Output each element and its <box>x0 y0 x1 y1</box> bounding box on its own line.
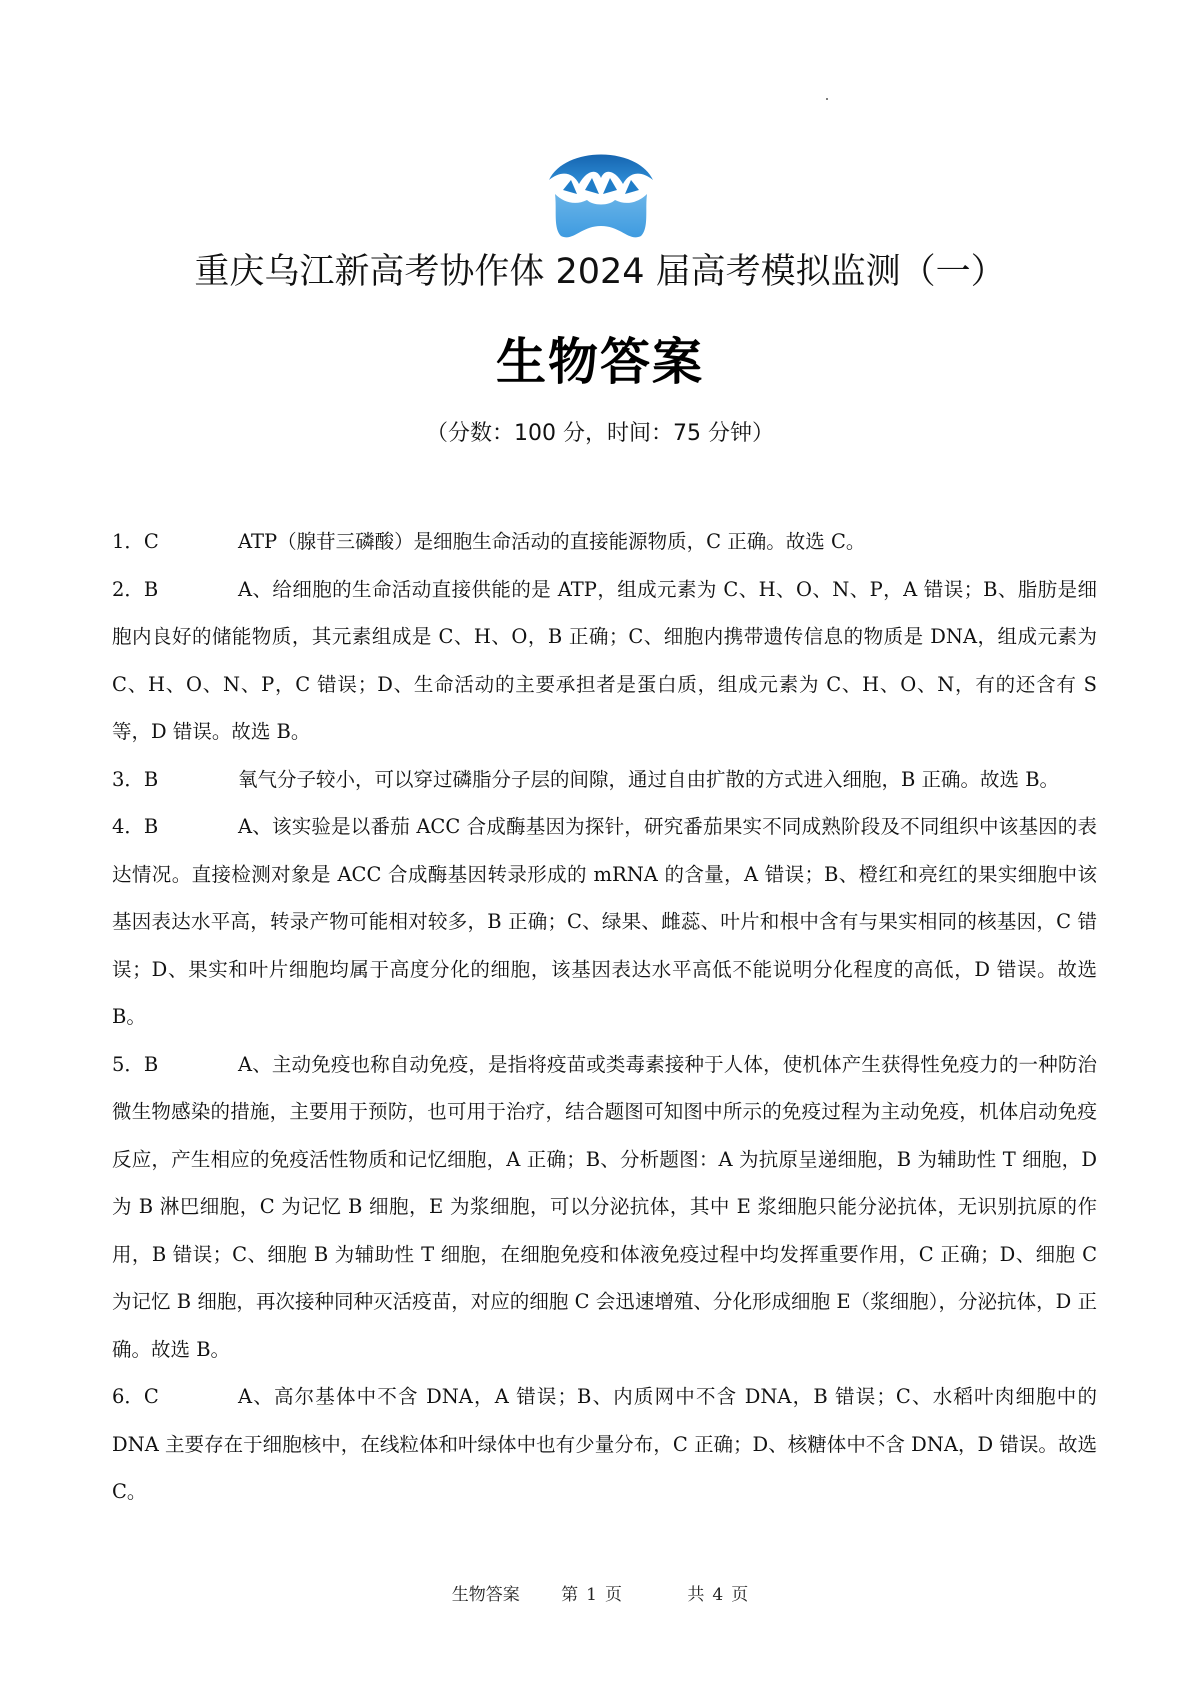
answer-item-1 <box>112 518 1097 566</box>
answer-item-3 <box>112 756 1097 804</box>
answer-item-6 <box>112 1373 1097 1516</box>
answer-number: 1．C <box>112 530 159 553</box>
footer-page-prefix: 第 <box>561 1585 579 1605</box>
answer-explanation: A、给细胞的生命活动直接供能的是 ATP，组成元素为 C、H、O、N、P，A 错误；B、脂肪是细胞内良好的储能物质，其元素组成是 C、H、O，B 正确；C、细胞内携带遗传信息的物质是 DNA，组成元素为 C、H、O、N、P，C 错误；D、生命活动的主要承担者是蛋白质，组成元素为 C、H、O、N，有的还含有 S 等，D 错误。故选 B。 <box>112 577 1097 743</box>
subject-title: 生物答案 <box>496 333 704 391</box>
footer-page-suffix: 页 <box>605 1585 622 1605</box>
scan-dot <box>826 98 828 100</box>
answer-item-2 <box>112 566 1097 756</box>
total-pages: 4 <box>712 1585 724 1605</box>
answer-item-5 <box>112 1041 1097 1374</box>
footer-page <box>561 1580 622 1605</box>
answer-list <box>112 518 1097 1516</box>
page-footer <box>0 1580 1200 1605</box>
answer-explanation: ATP（腺苷三磷酸）是细胞生命活动的直接能源物质，C 正确。故选 C。 <box>238 530 866 553</box>
answer-number: 6．C <box>112 1385 159 1408</box>
footer-total-prefix: 共 <box>687 1585 705 1605</box>
answer-explanation: A、主动免疫也称自动免疫，是指将疫苗或类毒素接种于人体，使机体产生获得性免疫力的一种防治微生物感染的措施，主要用于预防，也可用于治疗，结合题图可知图中所示的免疫过程为主动免疫，机体启动免疫反应，产生相应的免疫活性物质和记忆细胞，A 正确；B、分析题图：A 为抗原呈递细胞，B 为辅助性 T 细胞，D 为 B 淋巴细胞，C 为记忆 B 细胞，E 为浆细胞，可以分泌抗体，其中 E 浆细胞只能分泌抗体，无识别抗原的作用，B 错误；C、细胞 B 为辅助性 T 细胞，在细胞免疫和体液免疫过程中均发挥重要作用，C 正确；D、细胞 C 为记忆 B 细胞，再次接种同种灭活疫苗，对应的细胞 C 会迅速增殖、分化形成细胞 E（浆细胞），分泌抗体，D 正确。故选 B。 <box>112 1052 1097 1361</box>
answer-explanation: A、该实验是以番茄 ACC 合成酶基因为探针，研究番茄果实不同成熟阶段及不同组织中该基因的表达情况。直接检测对象是 ACC 合成酶基因转录形成的 mRNA 的含量，A 错误；B、橙红和亮红的果实细胞中该基因表达水平高，转录产物可能相对较多，B 正确；C、绿果、雌蕊、叶片和根中含有与果实相同的核基因，C 错误；D、果实和叶片细胞均属于高度分化的细胞，该基因表达水平高低不能说明分化程度的高低，D 错误。故选 B。 <box>112 815 1097 1028</box>
answer-number: 2．B <box>112 577 159 601</box>
exam-title: 重庆乌江新高考协作体 2024 届高考模拟监测（一） <box>194 252 1006 292</box>
footer-total-suffix: 页 <box>731 1585 749 1605</box>
answer-explanation: 氧气分子较小，可以穿过磷脂分子层的间隙，通过自由扩散的方式进入细胞，B 正确。故选 B。 <box>238 767 1060 791</box>
wave-logo-icon <box>545 150 657 240</box>
exam-info: （分数：100 分，时间：75 分钟） <box>426 421 774 446</box>
answer-explanation: A、高尔基体中不含 DNA，A 错误；B、内质网中不含 DNA，B 错误；C、水稻叶肉细胞中的 DNA 主要存在于细胞核中，在线粒体和叶绿体中也有少量分布，C 正确；D、核糖体中不含 DNA，D 错误。故选 C。 <box>112 1385 1097 1503</box>
answer-number: 3．B <box>112 767 159 791</box>
page-number: 1 <box>586 1585 597 1605</box>
footer-total <box>687 1580 748 1605</box>
answer-number: 4．B <box>112 815 159 838</box>
footer-subject: 生物答案 <box>451 1585 520 1605</box>
answer-number: 5．B <box>112 1052 159 1076</box>
answer-item-4 <box>112 803 1097 1041</box>
